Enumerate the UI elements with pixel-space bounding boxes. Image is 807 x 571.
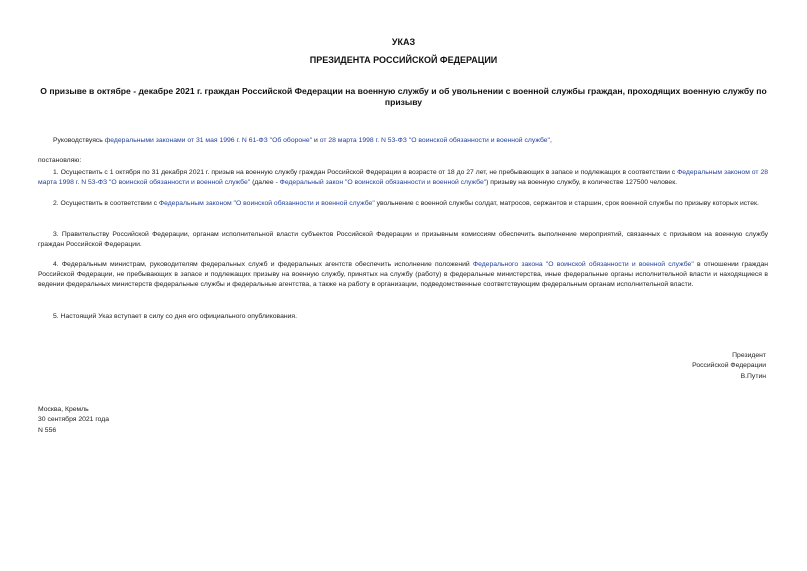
paragraph-text: 1. Осуществить с 1 октября по 31 декабря 2021 г. призыв на военную службу граждан Российской Федерации в возрасте от 18 до 27 лет, не пребывающих в запасе и подлежащих в соответствии с [53,169,678,176]
paragraph-text: ) призыву на военную службу, в количестве 127500 человек. [486,179,678,187]
decree-word: постановляю: [38,157,82,164]
paragraph-1 [38,168,768,188]
place-date-block [38,405,109,436]
law-link-military-duty[interactable]: Федеральный закон "О воинской обязанности и военной службе" [279,179,487,187]
paragraph-3: 3. Правительству Российской Федерации, органам исполнительной власти субъектов Российской Федерации и призывным комиссиям обеспечить выполнение мероприятий, связанных с призывом на военную службу граждан Российской Федерации. [38,231,768,249]
law-link-53fz[interactable]: Федеральным законом от 28 марта 1998 г. N 53-ФЗ "О воинской обязанности и военной службе" [38,169,769,187]
preamble-paragraph [38,136,768,146]
paragraph-text: увольнение с военной службы солдат, матросов, сержантов и старшин, срок военной службы по призыву которых истек. [374,200,759,207]
paragraph-text: в отношении граждан Российской Федерации, не пребывающих в запасе и подлежащих призыву на военную службу, принятых на службу (работу) в федеральные министерства, иные федеральные органы исполнительной власти и находящиеся в ведении федеральных министерств федеральные службы и федеральные агентства, а также на работу в организации, подведомственные соответствующим федеральным органам исполнительной власти. [38,261,768,289]
paragraph-5: 5. Настоящий Указ вступает в силу со дня его официального опубликования. [53,313,297,320]
preamble-text: и [312,137,320,144]
decree-date: 30 сентября 2021 года [38,416,110,424]
issuer-heading: ПРЕЗИДЕНТА РОССИЙСКОЙ ФЕДЕРАЦИИ [309,55,498,65]
law-link-61fz[interactable]: федеральными законами от 31 мая 1996 г. N 61-ФЗ "Об обороне" [104,137,313,144]
place-city: Москва, Кремль [38,406,89,413]
law-link-military-duty[interactable]: Федеральным законом "О воинской обязанности и военной службе" [158,200,375,207]
preamble-text: , [549,137,552,144]
document-title: О призыве в октябре - декабре 2021 г. граждан Российской Федерации на военную службу и об увольнении с военной службы граждан, проходящих военную службу по призыву [40,86,767,107]
decree-heading: УКАЗ [391,37,416,47]
paragraph-text: 2. Осуществить в соответствии с [53,200,159,207]
preamble-text: Руководствуясь [53,137,105,144]
signature-block [692,351,766,382]
decree-number: N 556 [38,426,57,434]
law-link-53fz[interactable]: от 28 марта 1998 г. N 53-ФЗ "О воинской обязанности и военной службе" [319,137,550,144]
signature-country: Российской Федерации [692,362,766,370]
paragraph-4 [38,260,768,291]
paragraph-2 [38,199,768,209]
paragraph-text: 4. Федеральным министрам, руководителям федеральных служб и федеральных агентств обеспечить исполнение положений [53,261,473,268]
signature-name: В.Путин [740,372,766,380]
paragraph-text: (далее - [250,179,280,187]
law-link-military-duty[interactable]: Федерального закона "О воинской обязанности и военной службе" [472,261,694,268]
signature-title: Президент [732,352,766,359]
